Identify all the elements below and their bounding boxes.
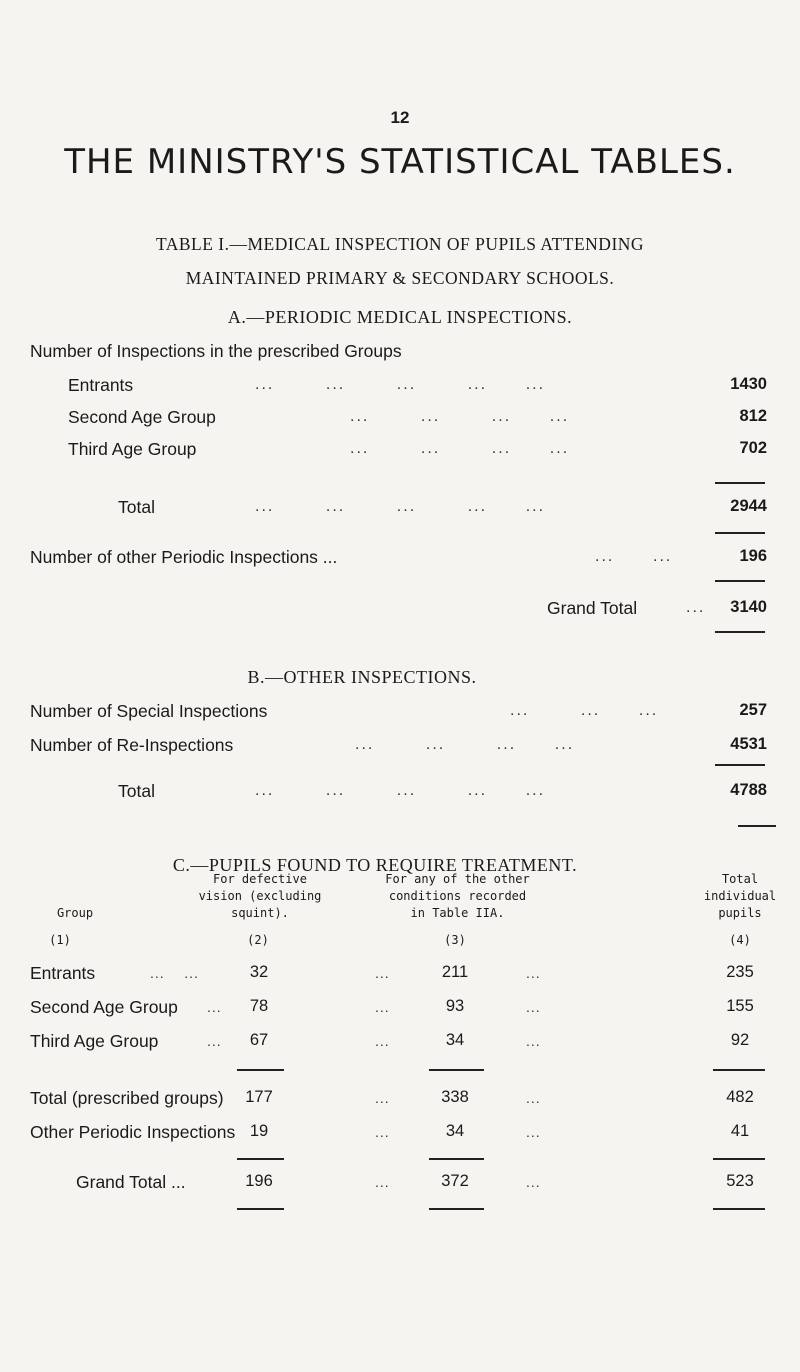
divider-rule (429, 1069, 484, 1071)
cell-c2: 67 (249, 1031, 269, 1049)
cell-c4: 41 (730, 1122, 750, 1140)
row-value: 702 (739, 439, 767, 457)
divider-rule (715, 631, 765, 633)
row-group: Total (prescribed groups) (30, 1088, 224, 1108)
leader-dots: ... (686, 599, 706, 616)
total-label: Total (118, 497, 155, 517)
leader-dots: ... ... ... ... (350, 440, 570, 457)
col-header-group (20, 905, 130, 922)
row-value: 257 (739, 701, 767, 719)
divider-rule (715, 482, 765, 484)
col-number: (4) (729, 933, 751, 947)
divider-rule (237, 1158, 284, 1160)
leader-dots: ... (375, 965, 390, 981)
divider-rule (738, 825, 776, 827)
leader-dots: ... ... ... ... ... (255, 498, 546, 515)
cell-c2: 177 (245, 1088, 273, 1106)
leader-dots: ... ... ... ... ... (255, 376, 546, 393)
total-label: Total (118, 781, 155, 801)
leader-dots: ... (526, 999, 541, 1015)
cell-c4: 155 (726, 997, 754, 1015)
row-group: Entrants (30, 963, 96, 983)
leader-dots: ... (207, 999, 222, 1015)
leader-dots: ... (375, 999, 390, 1015)
col-number: (3) (444, 933, 466, 947)
col-header-line: pupils (718, 906, 762, 920)
row-label: Entrants (68, 375, 134, 395)
row-group: Second Age Group (30, 997, 178, 1017)
other-label: Number of other Periodic Inspections ... (30, 547, 338, 567)
leader-dots: ... ... ... (510, 702, 659, 719)
table-title-line2: MAINTAINED PRIMARY & SECONDARY SCHOOLS. (185, 268, 615, 288)
cell-c2: 19 (249, 1122, 269, 1140)
cell-c3: 338 (441, 1088, 469, 1106)
grand-total-value: 3140 (730, 598, 767, 616)
col-number: (1) (49, 933, 71, 947)
cell-c2: 78 (249, 997, 269, 1015)
cell-c3: 93 (445, 997, 465, 1015)
cell-c3: 211 (441, 963, 469, 981)
other-value: 196 (739, 547, 767, 565)
row-group: Other Periodic Inspections (30, 1122, 236, 1142)
grand-total-label: Grand Total (547, 598, 638, 618)
main-title: THE MINISTRY'S STATISTICAL TABLES. (64, 142, 736, 182)
total-value: 2944 (730, 497, 767, 515)
row-label: Second Age Group (68, 407, 216, 427)
cell-c3: 372 (441, 1172, 469, 1190)
col-header-line: Group (56, 906, 94, 920)
total-value: 4788 (730, 781, 767, 799)
leader-dots: ... (375, 1124, 390, 1140)
section-a-intro: Number of Inspections in the prescribed Groups (30, 341, 402, 361)
row-value: 4531 (730, 735, 767, 753)
col-header-total (690, 871, 790, 922)
row-value: 812 (739, 407, 767, 425)
col-header-line: squint). (231, 906, 289, 920)
cell-c2: 196 (245, 1172, 273, 1190)
col-header-line: For any of the other (385, 872, 530, 886)
leader-dots: ... (526, 1090, 541, 1106)
leader-dots: ... (375, 1174, 390, 1190)
leader-dots: ... (375, 1033, 390, 1049)
col-header-line: in Table IIA. (410, 906, 505, 920)
row-label: Number of Re-Inspections (30, 735, 234, 755)
col-header-line: For defective (213, 872, 307, 886)
divider-rule (715, 580, 765, 582)
section-c-heading: C.—PUPILS FOUND TO REQUIRE TREATMENT. (172, 855, 578, 875)
cell-c2: 32 (249, 963, 269, 981)
divider-rule (715, 532, 765, 534)
col-header-line: conditions recorded (388, 889, 527, 903)
leader-dots: ... ... ... ... (355, 736, 575, 753)
section-a-heading: A.—PERIODIC MEDICAL INSPECTIONS. (227, 307, 573, 327)
leader-dots: ... (526, 1174, 541, 1190)
leader-dots: ... ... (150, 965, 199, 981)
divider-rule (713, 1208, 765, 1210)
leader-dots: ... (526, 1033, 541, 1049)
page-number: 12 (390, 108, 410, 127)
leader-dots: ... (207, 1033, 222, 1049)
row-label: Number of Special Inspections (30, 701, 268, 721)
leader-dots: ... ... ... ... ... (255, 782, 546, 799)
col-number: (2) (247, 933, 269, 947)
col-header-line: Total (721, 872, 759, 886)
cell-c4: 523 (726, 1172, 754, 1190)
section-b-heading: B.—OTHER INSPECTIONS. (247, 667, 477, 687)
col-header-line: vision (excluding (198, 889, 322, 903)
col-header-vision (175, 871, 345, 922)
divider-rule (237, 1208, 284, 1210)
leader-dots: ... (375, 1090, 390, 1106)
leader-dots: ... (526, 1124, 541, 1140)
divider-rule (237, 1069, 284, 1071)
cell-c4: 482 (726, 1088, 754, 1106)
leader-dots: ... ... (595, 548, 673, 565)
divider-rule (713, 1158, 765, 1160)
cell-c3: 34 (445, 1122, 465, 1140)
row-group: Third Age Group (30, 1031, 159, 1051)
col-header-line: individual (703, 889, 777, 903)
table-title-line1: TABLE I.—MEDICAL INSPECTION OF PUPILS ATTENDING (155, 234, 645, 254)
row-group: Grand Total ... (76, 1172, 186, 1192)
col-header-conditions (360, 871, 555, 922)
divider-rule (429, 1208, 484, 1210)
leader-dots: ... (526, 965, 541, 981)
leader-dots: ... ... ... ... (350, 408, 570, 425)
divider-rule (713, 1069, 765, 1071)
cell-c4: 235 (726, 963, 754, 981)
divider-rule (429, 1158, 484, 1160)
row-label: Third Age Group (68, 439, 197, 459)
cell-c3: 34 (445, 1031, 465, 1049)
row-value: 1430 (730, 375, 767, 393)
divider-rule (715, 764, 765, 766)
cell-c4: 92 (730, 1031, 750, 1049)
